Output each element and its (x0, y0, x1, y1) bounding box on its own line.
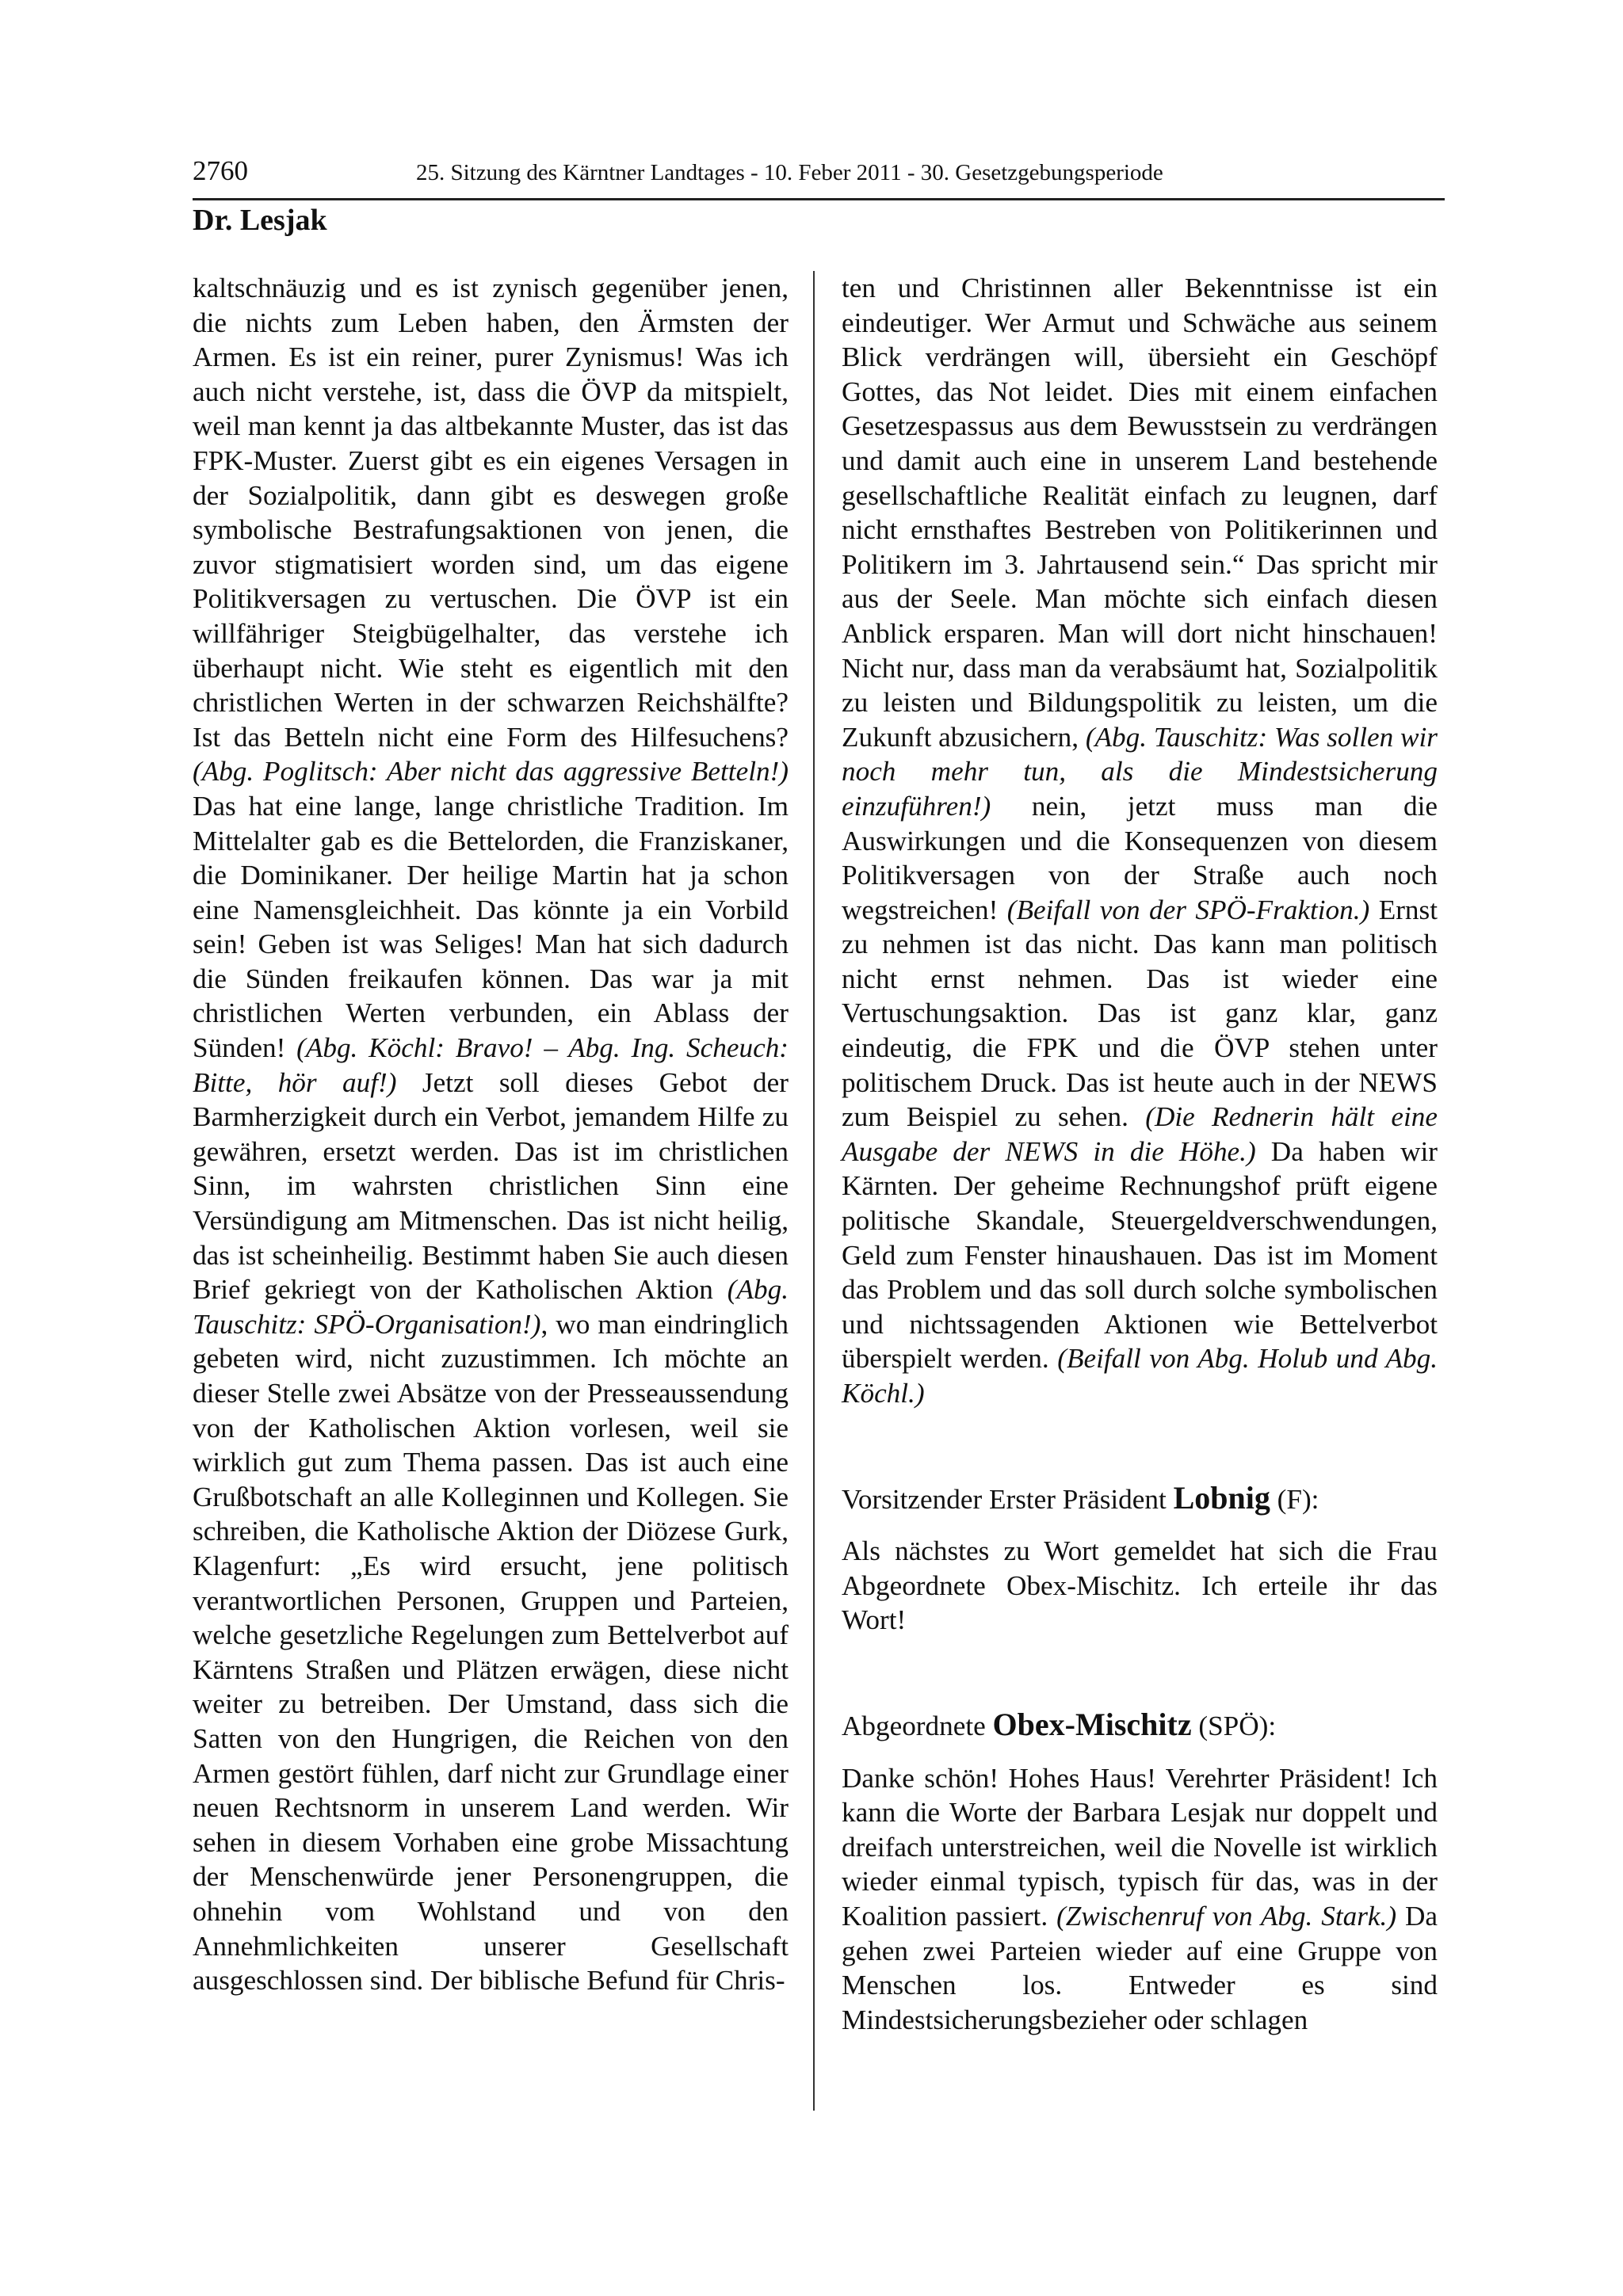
interjection: (Beifall von Abg. Holub und Abg. Köchl.) (842, 1343, 1438, 1409)
speech-text: Danke schön! Hohes Haus! Verehrter Präsident! Ich kann die Worte der Barbara Lesjak nur doppelt und dreifach unterstreichen, weil die Novelle ist wirklich wieder einmal typisch, typisch für das, was in der Koalition passiert. (842, 1762, 1438, 1932)
speech-text: kaltschnäuzig und es ist zynisch gegenüber jenen, die nichts zum Leben haben, den Ärmsten der Armen. Es ist ein reiner, purer Zynismus! Was ich auch nicht verstehe, ist, dass die ÖVP da mitspielt, weil man kennt ja das altbekannte Muster, das ist das FPK-Muster. Zuerst gibt es ein eigenes Versagen in der Sozialpolitik, dann gibt es deswegen große symbolische Bestrafungsaktionen von jenen, die zuvor stigmatisiert worden sind, um das eigene Politikversagen zu vertuschen. Die ÖVP ist ein willfähriger Steigbügelhalter, das verstehe ich überhaupt nicht. Wie steht es eigentlich mit den christlichen Werten in der schwarzen Reichshälfte? Ist das Betteln nicht eine Form des Hilfesuchens? (193, 273, 789, 753)
speech-text: Jetzt soll dieses Gebot der Barmherzigkeit durch ein Verbot, jemandem Hilfe zu gewähren, ersetzt werden. Das ist im christlichen Sinn, im wahrsten christlichen Sinn eine Versündigung am Mitmenschen. Das ist nicht heilig, das ist scheinheilig. Bestimmt haben Sie auch diesen Brief gekriegt von der Katholischen Aktion (193, 1066, 789, 1306)
speech-paragraph (842, 1761, 1438, 2038)
chair-party: (F): (1270, 1483, 1319, 1515)
interjection: (Die Rednerin hält eine Ausgabe der NEWS in die Höhe.) (842, 1101, 1438, 1167)
spacer (842, 1411, 1438, 1481)
speech-text: , wo man eindringlich gebeten wird, nicht zuzustimmen. Ich möchte an dieser Stelle zwei Absätze von der Presseaussendung von der Katholischen Aktion vorlesen, weil sie wirklich gut zum Thema passen. Das ist auch eine Grußbotschaft an alle Kolleginnen und Kollegen. Sie schreiben, die Katholische Aktion der Diözese Gurk, Klagenfurt: „Es wird ersucht, jene politisch verantwortlichen Personen, Gruppen und Parteien, welche gesetzliche Regelungen zum Bettelverbot auf Kärntens Straßen und Plätzen erwägen, diese nicht weiter zu betreiben. Der Umstand, dass sich die Satten von den Hungrigen, die Reichen von den Armen gestört fühlen, darf nicht zur Grundlage einer neuen Rechtsnorm in unserem Land werden. Wir sehen in diesem Vorhaben eine grobe Missachtung der Menschenwürde jener Personengruppen, die ohnehin vom Wohlstand und von den Annehmlichkeiten unserer Gesellschaft ausgeschlossen sind. Der biblische Befund für Chris- (193, 1308, 789, 1997)
speech-text: nein, jetzt muss man die Auswirkungen und die Konsequenzen von diesem Politikversagen von der Straße auch noch wegstreichen! (842, 790, 1438, 925)
spacer (842, 1744, 1438, 1761)
speaker-heading: Dr. Lesjak (193, 204, 327, 237)
spacer (842, 1516, 1438, 1534)
column-divider (813, 271, 815, 2111)
speech-paragraph (842, 271, 1438, 1411)
chair-paragraph: Als nächstes zu Wort gemeldet hat sich die Frau Abgeordnete Obex-Mischitz. Ich erteile ihr das Wort! (842, 1535, 1438, 1636)
speech-text: Da haben wir Kärnten. Der geheime Rechnungshof prüft eigene politische Skandale, Steuergeldverschwendungen, Geld zum Fenster hinaushauen. Das ist im Moment das Problem und das soll durch solche symbolischen und nichtssagenden Aktionen wie Bettelverbot überspielt werden. (842, 1135, 1438, 1375)
next-speaker-name: Obex-Mischitz (992, 1706, 1192, 1742)
next-speaker-line (842, 1707, 1438, 1744)
left-column (193, 271, 789, 1998)
next-speaker-party: (SPÖ): (1191, 1710, 1277, 1741)
interjection: (Abg. Tauschitz: SPÖ-Organisation!) (193, 1274, 789, 1340)
interjection: (Beifall von der SPÖ-Fraktion.) (1006, 894, 1370, 925)
chair-speaker-line (842, 1481, 1438, 1517)
chair-role: Vorsitzender Erster Präsident (842, 1483, 1174, 1515)
interjection: (Zwischenruf von Abg. Stark.) (1056, 1900, 1397, 1932)
chair-name: Lobnig (1173, 1479, 1270, 1516)
speech-paragraph (193, 271, 789, 1998)
speech-text: Da gehen zwei Parteien wieder auf eine Gruppe von Menschen los. Entweder es sind Mindestsicherungsbezieher oder schlagen (842, 1900, 1438, 2035)
right-column (842, 271, 1438, 2037)
running-title: 25. Sitzung des Kärntner Landtages - 10. Feber 2011 - 30. Gesetzgebungsperiode (416, 160, 1163, 185)
page-number: 2760 (193, 155, 248, 186)
interjection: (Abg. Tauschitz: Was sollen wir noch mehr tun, als die Mindestsicherung einzuführen!) (842, 721, 1438, 822)
next-speaker-role: Abgeordnete (842, 1710, 993, 1741)
speech-text: Ernst zu nehmen ist das nicht. Das kann man politisch nicht ernst nehmen. Das ist wieder eine Vertuschungsaktion. Das ist ganz klar, ganz eindeutig, die FPK und die ÖVP stehen unter politischem Druck. Das ist heute auch in der NEWS zum Beispiel zu sehen. (842, 894, 1438, 1133)
interjection: (Abg. Köchl: Bravo! – Abg. Ing. Scheuch: Bitte, hör auf!) (193, 1032, 789, 1098)
speech-text: Das hat eine lange, lange christliche Tradition. Im Mittelalter gab es die Bettelorden, die Franziskaner, die Dominikaner. Der heilige Martin hat ja schon eine Namensgleichheit. Das könnte ja ein Vorbild sein! Geben ist was Seliges! Man hat sich dadurch die Sünden freikaufen können. Das war ja mit christlichen Werten verbunden, ein Ablass der Sünden! (193, 790, 789, 1064)
speech-text: ten und Christinnen aller Bekenntnisse ist ein eindeutiger. Wer Armut und Schwäche aus seinem Blick verdrängen will, übersieht ein Geschöpf Gottes, das Not leidet. Dies mit einem einfachen Gesetzespassus aus dem Bewusstsein zu verdrängen und damit auch eine in unserem Land bestehende gesellschaftliche Realität einfach zu leugnen, darf nicht ernsthaftes Bestreben von Politikerinnen und Politikern im 3. Jahrtausend sein.“ Das spricht mir aus der Seele. Man möchte sich einfach diesen Anblick ersparen. Man will dort nicht hinschauen! Nicht nur, dass man da verabsäumt hat, Sozialpolitik zu leisten und Bildungspolitik zu leisten, um die Zukunft abzusichern, (842, 273, 1438, 753)
page-header (193, 155, 1445, 200)
interjection: (Abg. Poglitsch: Aber nicht das aggressive Betteln!) (193, 756, 789, 788)
spacer (842, 1638, 1438, 1707)
